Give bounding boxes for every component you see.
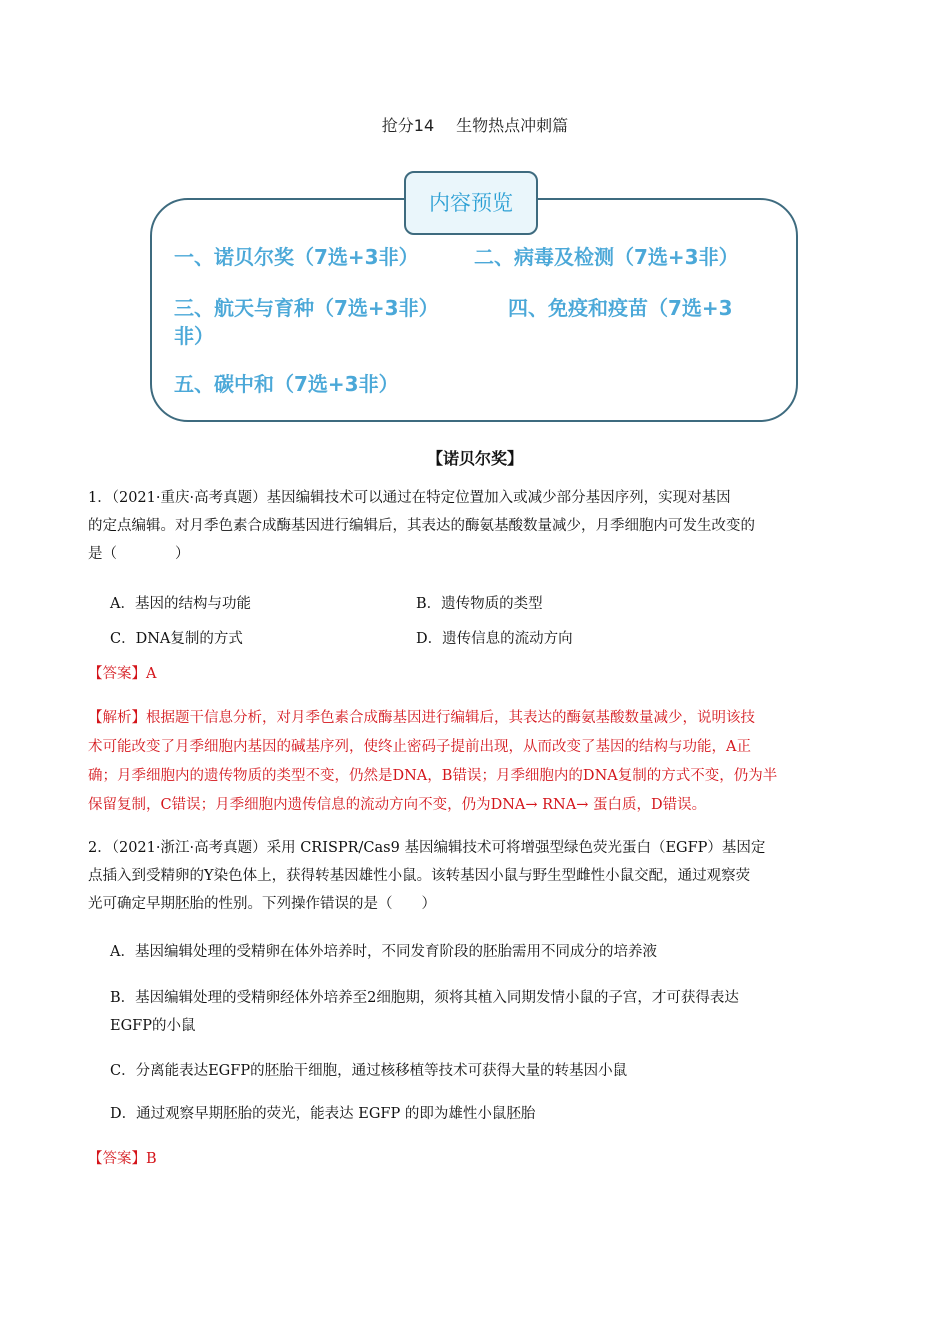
q2-line3: 光可确定早期胚胎的性别。下列操作错误的是（ ） <box>88 896 436 912</box>
toc-item-immunity-cont[interactable]: 非） <box>174 324 214 348</box>
q2-option-b-line2: EGFP的小鼠 <box>110 1018 196 1034</box>
q1-option-c: C．DNA复制的方式 <box>110 631 243 647</box>
title-right: 生物热点冲刺篇 <box>456 116 569 135</box>
q2-option-b-line1: B．基因编辑处理的受精卵经体外培养至2细胞期，须将其植入同期发情小鼠的子宫，才可获得表达 <box>110 990 739 1006</box>
q1-analysis-line4: 保留复制，C错误；月季细胞内遗传信息的流动方向不变，仍为DNA→ RNA→ 蛋白质，D错误。 <box>88 797 707 813</box>
q1-analysis-line2: 术可能改变了月季细胞内基因的碱基序列，使终止密码子提前出现，从而改变了基因的结构与功能，A正 <box>88 739 751 755</box>
toc-item-virus[interactable]: 二、病毒及检测（7选+3非） <box>474 245 739 269</box>
page-title <box>0 113 950 136</box>
q2-option-c: C．分离能表达EGFP的胚胎干细胞，通过核移植等技术可获得大量的转基因小鼠 <box>110 1063 628 1079</box>
q1-answer: 【答案】A <box>88 666 157 682</box>
toc-tab-label: 内容预览 <box>404 171 538 235</box>
q2-answer: 【答案】B <box>88 1151 157 1167</box>
toc-item-immunity[interactable]: 四、免疫和疫苗（7选+3 <box>508 296 733 320</box>
q1-analysis-line3: 确；月季细胞内的遗传物质的类型不变，仍然是DNA，B错误；月季细胞内的DNA复制的方式不变，仍为半 <box>88 768 778 784</box>
q2-line1: 2．（2021·浙江·高考真题）采用 CRISPR/Cas9 基因编辑技术可将增强型绿色荧光蛋白（EGFP）基因定 <box>88 840 766 856</box>
toc-item-nobel[interactable]: 一、诺贝尔奖（7选+3非） <box>174 245 419 269</box>
q1-option-b: B．遗传物质的类型 <box>416 596 543 612</box>
q1-analysis-line1: 【解析】根据题干信息分析，对月季色素合成酶基因进行编辑后，其表达的酶氨基酸数量减少，说明该技 <box>88 710 755 726</box>
q1-option-a: A．基因的结构与功能 <box>110 596 251 612</box>
q1-line3: 是（ ） <box>88 546 190 562</box>
q2-option-d: D．通过观察早期胚胎的荧光，能表达 EGFP 的即为雄性小鼠胚胎 <box>110 1106 536 1122</box>
q1-line1: 1．（2021·重庆·高考真题）基因编辑技术可以通过在特定位置加入或减少部分基因序列，实现对基因 <box>88 490 731 506</box>
toc-item-space[interactable]: 三、航天与育种（7选+3非） <box>174 296 439 320</box>
toc-item-carbon[interactable]: 五、碳中和（7选+3非） <box>174 372 399 396</box>
q2-line2: 点插入到受精卵的Y染色体上，获得转基因雄性小鼠。该转基因小鼠与野生型雌性小鼠交配，通过观察荧 <box>88 868 751 884</box>
title-left: 抢分14 <box>381 116 435 135</box>
q1-option-d: D．遗传信息的流动方向 <box>416 631 573 647</box>
q1-line2: 的定点编辑。对月季色素合成酶基因进行编辑后，其表达的酶氨基酸数量减少，月季细胞内可发生改变的 <box>88 518 755 534</box>
section-heading: 【诺贝尔奖】 <box>426 449 523 468</box>
q2-option-a: A．基因编辑处理的受精卵在体外培养时，不同发育阶段的胚胎需用不同成分的培养液 <box>110 944 657 960</box>
